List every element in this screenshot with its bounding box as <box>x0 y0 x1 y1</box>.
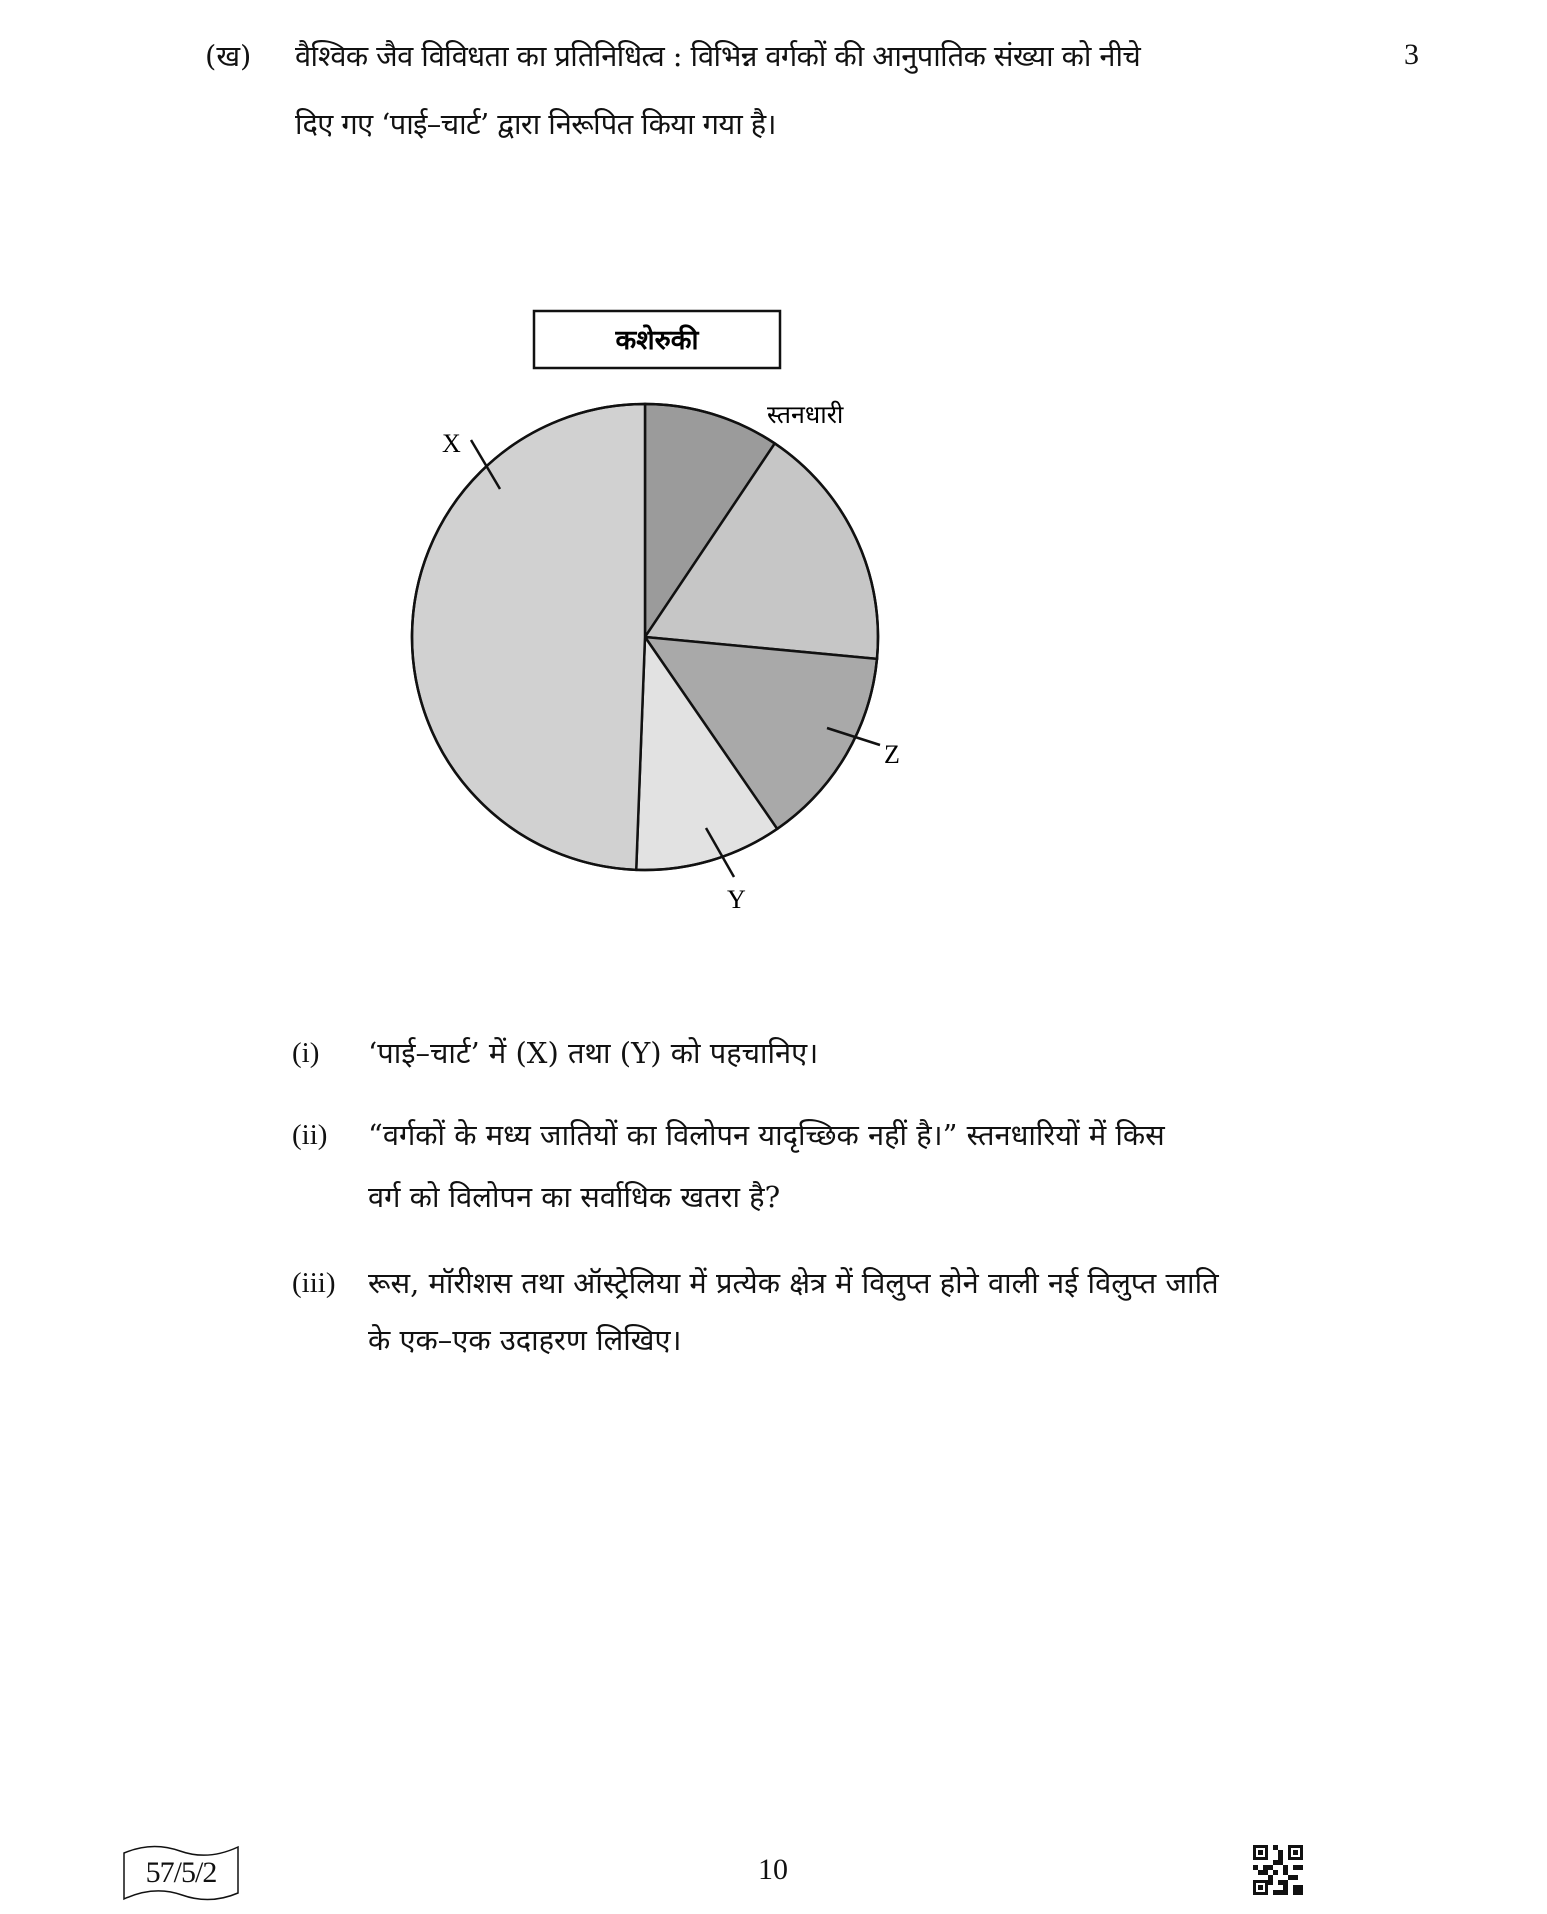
pie-slices <box>412 404 878 870</box>
subquestion-2-line-1: “वर्गकों के मध्य जातियों का विलोपन यादृच्छिक नहीं है।” स्तनधारियों में किस <box>368 1118 1165 1152</box>
paper-code: 57/5/2 <box>145 1856 217 1889</box>
subquestion-2-number: (ii) <box>292 1119 328 1151</box>
vertebrate-pie-chart <box>400 300 960 940</box>
label-mammals: स्तनधारी <box>767 400 844 429</box>
label-z: Z <box>884 740 900 769</box>
subquestion-3-number: (iii) <box>292 1267 336 1299</box>
paper-code-badge <box>122 1843 240 1903</box>
chart-title-box <box>534 311 780 368</box>
page-number: 10 <box>758 1853 788 1886</box>
question-intro-line-2: दिए गए ‘पाई–चार्ट’ द्वारा निरूपित किया गया है। <box>295 107 776 141</box>
question-part-label: (ख) <box>205 39 252 73</box>
chart-title: कशेरुकी <box>615 325 699 356</box>
label-x: X <box>442 429 461 458</box>
subquestion-3-line-1: रूस, मॉरीशस तथा ऑस्ट्रेलिया में प्रत्येक क्षेत्र में विलुप्त होने वाली नई विलुप्त जाति <box>368 1266 1219 1300</box>
label-y: Y <box>727 885 746 914</box>
subquestion-2-line-2: वर्ग को विलोपन का सर्वाधिक खतरा है? <box>368 1180 781 1214</box>
subquestion-3-line-2: के एक–एक उदाहरण लिखिए। <box>368 1323 682 1357</box>
question-marks: 3 <box>1404 38 1419 71</box>
pie-slice-x <box>412 404 645 870</box>
subquestion-1-line-1: ‘पाई–चार्ट’ में (X) तथा (Y) को पहचानिए। <box>368 1036 819 1070</box>
subquestion-1-number: (i) <box>292 1037 320 1069</box>
question-intro-line-1: वैश्विक जैव विविधता का प्रतिनिधित्व : विभिन्न वर्गकों की आनुपातिक संख्या को नीचे <box>295 39 1141 73</box>
qr-code-icon <box>1253 1845 1303 1895</box>
